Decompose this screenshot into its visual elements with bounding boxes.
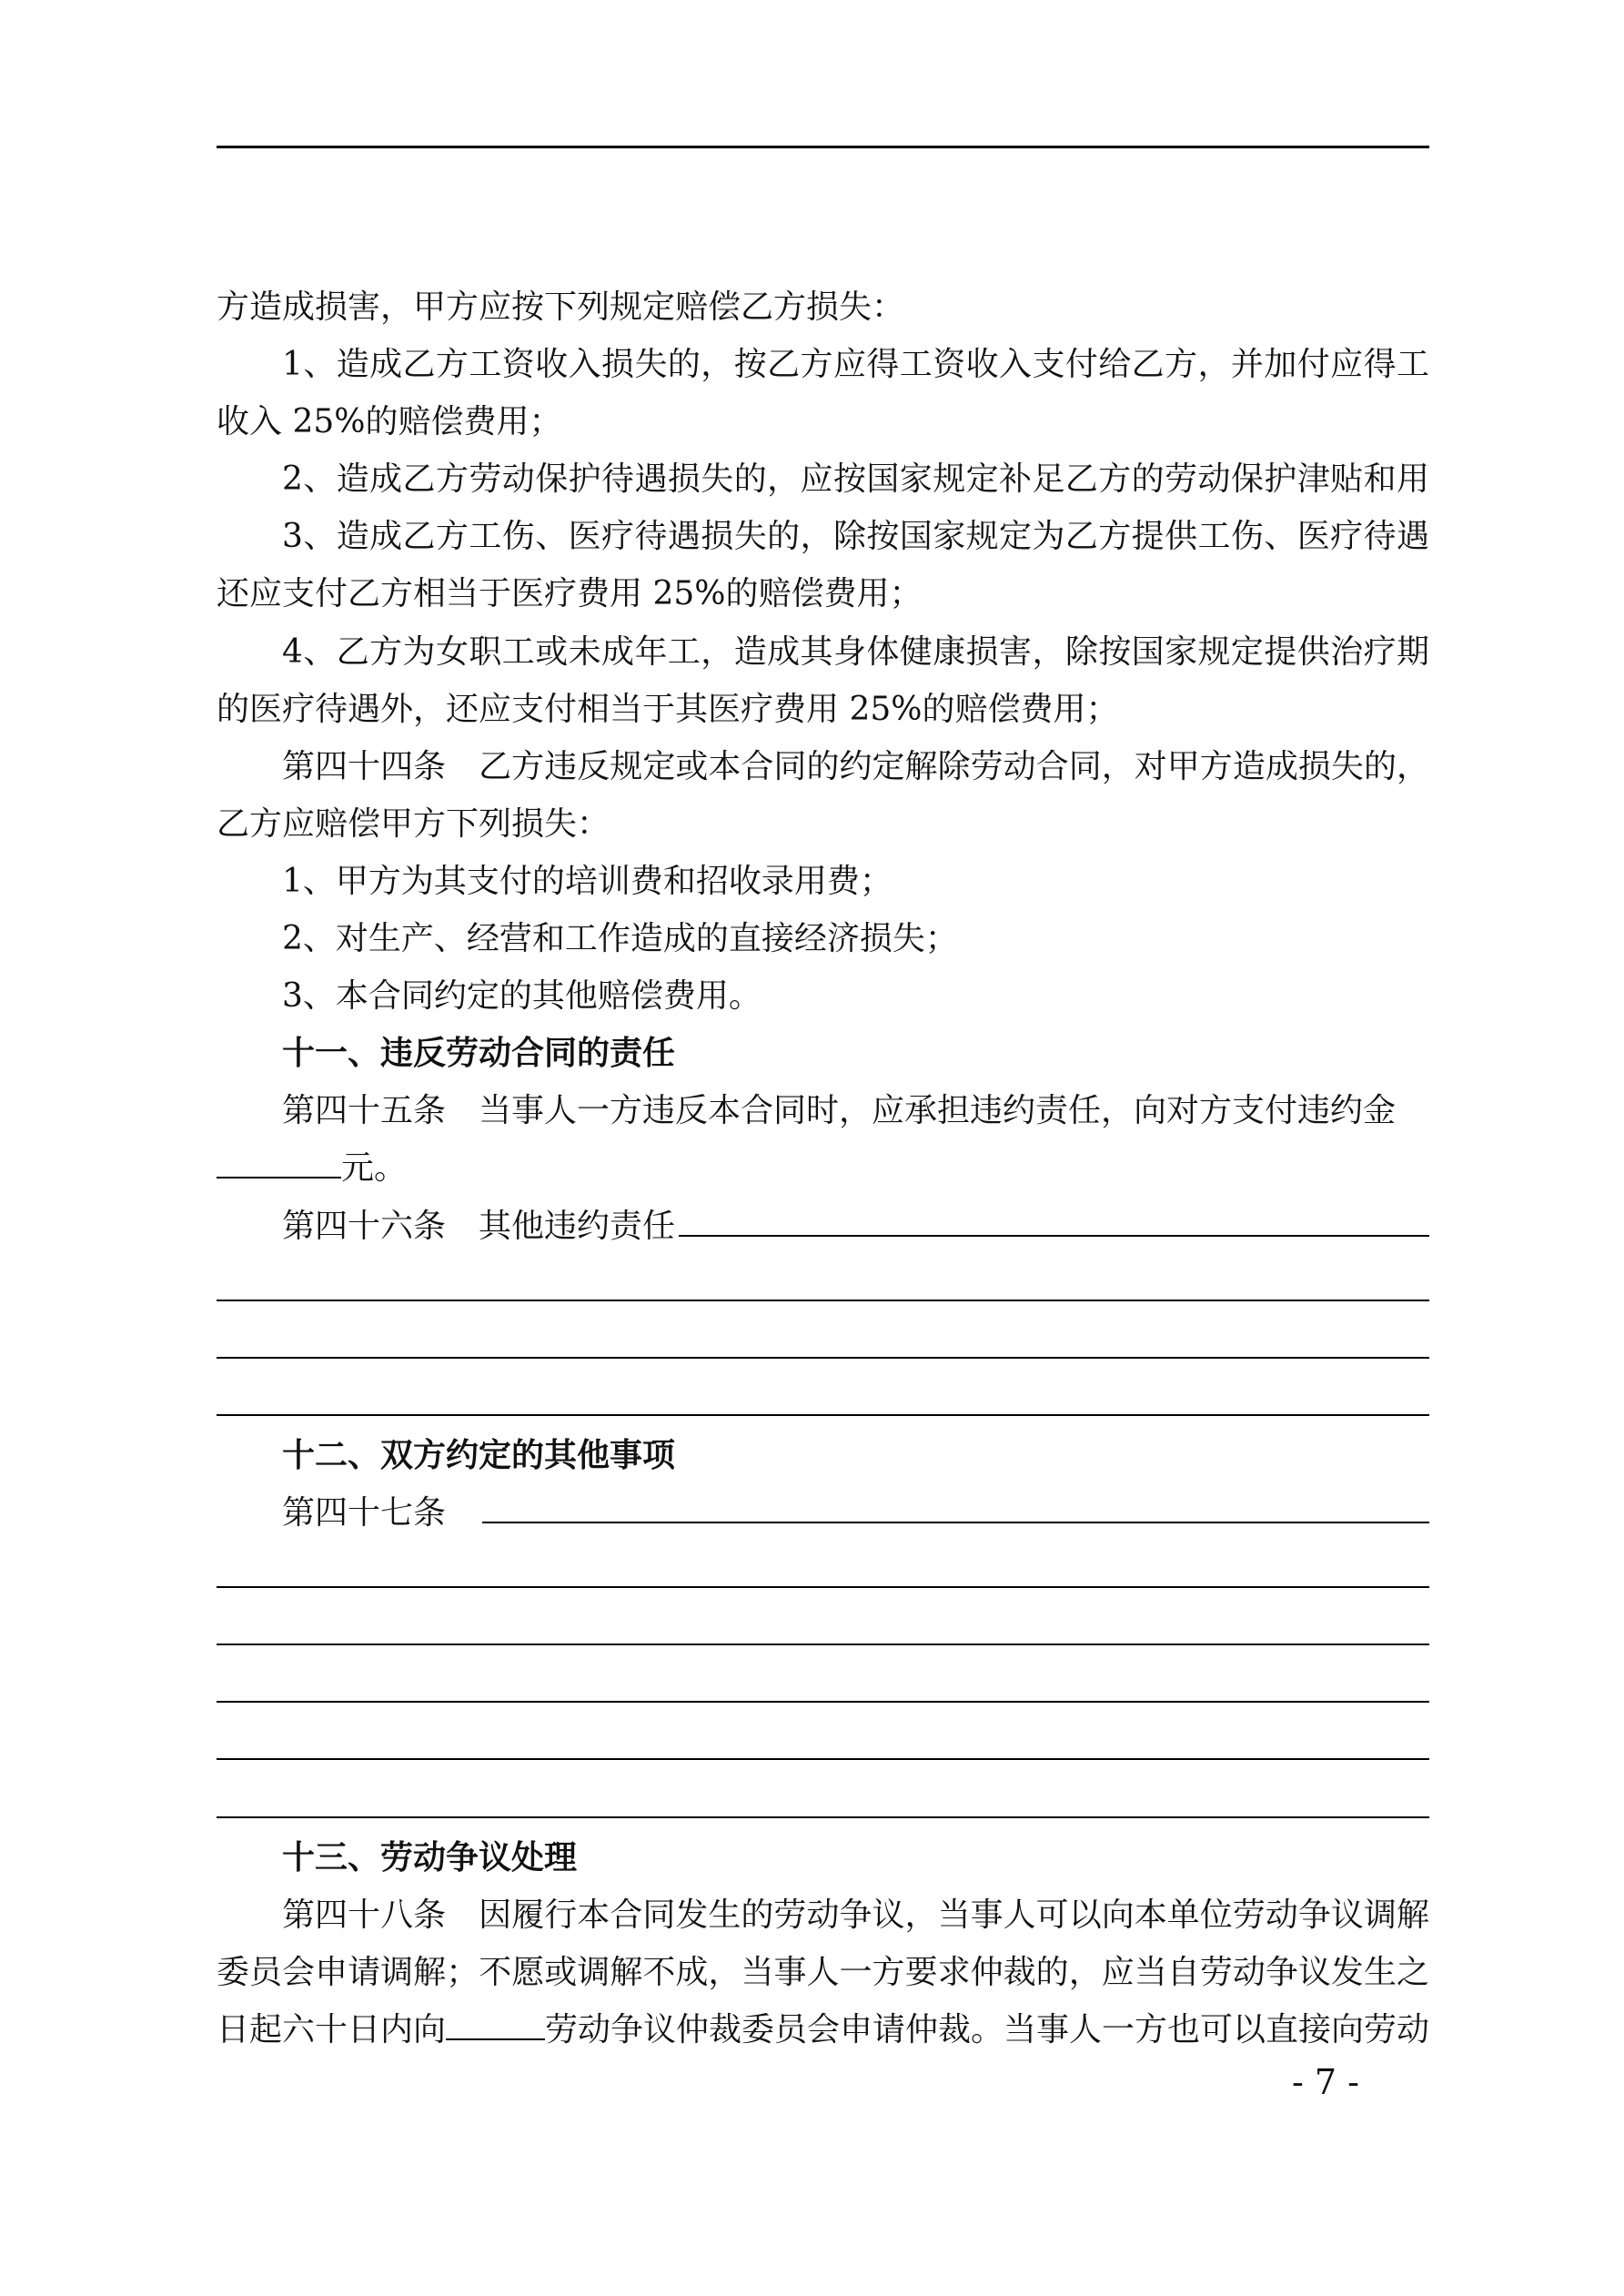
fill-blank-line	[217, 1300, 1429, 1301]
text-fragment: 第四十六条 其他违约责任	[282, 1207, 676, 1245]
fill-blank-line	[679, 1202, 1429, 1237]
blank-line	[217, 1312, 1429, 1370]
text-line: 的医疗待遇外，还应支付相当于其医疗费用 25%的赔偿费用；	[217, 690, 1119, 728]
blank-line	[217, 1714, 1429, 1771]
blank-line	[217, 1255, 1429, 1312]
text-line: 还应支付乙方相当于医疗费用 25%的赔偿费用；	[217, 575, 923, 613]
fill-blank-line	[217, 1414, 1429, 1416]
text-line: 1、造成乙方工资收入损失的，按乙方应得工资收入支付给乙方，并加付应得工	[282, 346, 1429, 384]
text-line: 1、甲方为其支付的培训费和招收录用费；	[282, 862, 893, 900]
text-line: 3、造成乙方工伤、医疗待遇损失的，除按国家规定为乙方提供工伤、医疗待遇	[282, 518, 1429, 556]
fill-blank-line	[217, 1586, 1429, 1588]
text-line: 2、对生产、经营和工作造成的直接经济损失；	[282, 920, 958, 958]
fill-blank-line	[217, 1357, 1429, 1359]
text-line: 第四十五条 当事人一方违反本合同时，应承担违约责任，向对方支付违约金	[282, 1092, 1397, 1130]
fill-blank-line	[217, 1758, 1429, 1760]
text-line	[217, 1198, 1429, 1255]
fill-blank-amount	[217, 1149, 341, 1178]
text-line: 收入 25%的赔偿费用；	[217, 403, 562, 441]
document-body	[217, 278, 1429, 2058]
section-heading-12: 十二、双方约定的其他事项	[282, 1435, 676, 1474]
fill-blank-line	[217, 1701, 1429, 1703]
page-number: - 7 -	[1292, 2062, 1360, 2102]
fill-blank-line	[217, 1816, 1429, 1818]
blank-line	[217, 1542, 1429, 1599]
text-fragment: 劳动争议仲裁委员会申请仲裁。当事人一方也可以直接向劳动	[544, 2010, 1429, 2048]
blank-line	[217, 1599, 1429, 1656]
text-line: 第四十四条 乙方违反规定或本合同的约定解除劳动合同，对甲方造成损失的，	[282, 747, 1429, 785]
text-line: 第四十八条 因履行本合同发生的劳动争议，当事人可以向本单位劳动争议调解	[282, 1896, 1429, 1934]
text-fragment: 元。	[341, 1149, 408, 1188]
fill-blank-line	[217, 1644, 1429, 1645]
text-line	[217, 1484, 1429, 1542]
text-line: 乙方应赔偿甲方下列损失：	[217, 804, 610, 843]
blank-line	[217, 1370, 1429, 1427]
fill-blank-arbitration	[446, 2011, 545, 2040]
text-line: 3、本合同约定的其他赔偿费用。	[282, 977, 762, 1016]
section-heading-13: 十三、劳动争议处理	[282, 1837, 578, 1876]
text-line: 2、造成乙方劳动保护待遇损失的，应按国家规定补足乙方的劳动保护津贴和用	[282, 460, 1429, 499]
text-line	[217, 2001, 1429, 2058]
text-fragment: 第四十七条	[282, 1493, 447, 1532]
blank-line	[217, 1656, 1429, 1714]
text-line	[217, 1139, 1429, 1197]
text-line: 4、乙方为女职工或未成年工，造成其身体健康损害，除按国家规定提供治疗期	[282, 632, 1429, 671]
text-line: 方造成损害，甲方应按下列规定赔偿乙方损失：	[217, 288, 905, 326]
text-line: 委员会申请调解；不愿或调解不成，当事人一方要求仲裁的，应当自劳动争议发生之	[217, 1953, 1429, 1991]
section-heading-11: 十一、违反劳动合同的责任	[282, 1034, 676, 1073]
header-rule	[217, 146, 1429, 148]
blank-line	[217, 1771, 1429, 1828]
fill-blank-line	[482, 1489, 1429, 1523]
text-fragment: 日起六十日内向	[217, 2010, 447, 2048]
